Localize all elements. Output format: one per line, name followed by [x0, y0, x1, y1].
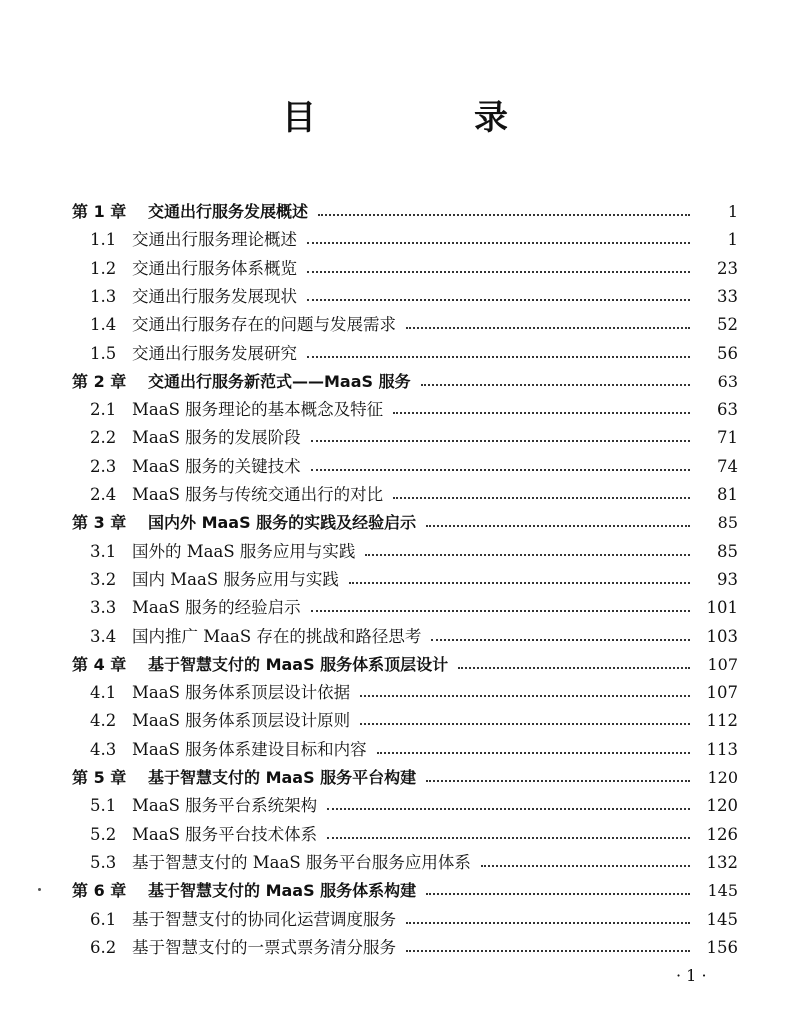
toc-section-row	[0, 849, 738, 877]
toc-section-row	[0, 821, 738, 849]
toc-dot-leader	[426, 893, 690, 895]
toc-entry-page: 85	[717, 513, 738, 533]
toc-entry-title: 基于智慧支付的 MaaS 服务体系顶层设计	[148, 654, 449, 674]
toc-entry-title: 交通出行服务理论概述	[132, 230, 297, 250]
toc-entry-page: 63	[717, 400, 738, 420]
toc-entry-page: 52	[717, 315, 738, 335]
toc-chapter-row	[0, 198, 738, 226]
toc-section-row	[0, 906, 738, 934]
toc-section-row	[0, 340, 738, 368]
toc-entry-title: MaaS 服务平台技术体系	[132, 824, 318, 844]
toc-entry-page: 103	[706, 626, 738, 646]
toc-dot-leader	[311, 610, 690, 612]
toc-entry-page: 81	[717, 485, 738, 504]
toc-entry-number: 3.4	[90, 626, 117, 646]
toc-entry-page: 107	[707, 654, 738, 674]
toc-entry-title: 交通出行服务体系概览	[132, 258, 297, 278]
toc-entry-number: 3.2	[90, 569, 117, 589]
toc-section-row	[0, 792, 738, 820]
toc-entry-title: 国内 MaaS 服务应用与实践	[132, 569, 339, 589]
toc-dot-leader	[327, 808, 690, 810]
toc-entry-page: 101	[706, 598, 738, 618]
toc-section-row	[0, 538, 738, 566]
toc-entry-number: 2.4	[90, 485, 117, 504]
toc-entry-title: 基于智慧支付的 MaaS 服务平台服务应用体系	[132, 852, 471, 872]
toc-dot-leader	[406, 950, 690, 952]
toc-dot-leader	[426, 525, 690, 527]
toc-entry-title: 交通出行服务新范式——MaaS 服务	[148, 371, 411, 391]
toc-entry-number: 1.3	[90, 286, 117, 306]
toc-section-row	[0, 226, 738, 254]
toc-entry-number: 5.3	[90, 852, 117, 872]
page-number: · 1 ·	[676, 966, 707, 985]
toc-section-row	[0, 255, 738, 283]
toc-entry-number: 4.2	[90, 711, 117, 731]
toc-dot-leader	[393, 497, 690, 499]
toc-entry-number: 6.1	[90, 909, 117, 929]
toc-dot-leader	[311, 469, 690, 471]
toc-section-row	[0, 424, 738, 452]
toc-entry-number: 第 4 章	[72, 654, 127, 674]
toc-section-row	[0, 396, 738, 424]
toc-entry-title: MaaS 服务理论的基本概念及特征	[132, 400, 384, 420]
toc-dot-leader	[360, 723, 690, 725]
toc-entry-page: 112	[706, 711, 738, 731]
toc-entry-page: 156	[706, 937, 738, 957]
toc-section-row	[0, 566, 738, 594]
toc-dot-leader	[377, 752, 690, 754]
toc-entry-title: 基于智慧支付的 MaaS 服务体系构建	[148, 881, 417, 901]
toc-chapter-row	[0, 651, 738, 679]
toc-dot-leader	[458, 667, 690, 669]
toc-entry-number: 1.5	[90, 343, 117, 363]
toc-dot-leader	[318, 214, 690, 216]
toc-entry-page: 56	[717, 343, 738, 363]
toc-entry-title: MaaS 服务的经验启示	[132, 598, 301, 618]
toc-entry-number: 3.3	[90, 598, 117, 618]
toc-entry-title: 国外的 MaaS 服务应用与实践	[132, 541, 356, 561]
toc-entry-page: 132	[706, 852, 738, 872]
toc-entry-page: 120	[706, 796, 738, 816]
toc-entry-title: MaaS 服务与传统交通出行的对比	[132, 485, 384, 504]
toc-entry-title: MaaS 服务体系建设目标和内容	[132, 739, 367, 759]
toc-chapter-row	[0, 764, 738, 792]
toc-section-row	[0, 623, 738, 651]
toc-entry-number: 2.3	[90, 456, 117, 476]
toc-entry-page: 71	[717, 428, 738, 448]
toc-entry-page: 85	[717, 541, 738, 561]
toc-entry-number: 2.2	[90, 428, 117, 448]
toc-entry-number: 第 1 章	[72, 202, 127, 221]
toc-section-row	[0, 481, 738, 509]
toc-dot-leader	[307, 242, 690, 244]
toc-entry-title: MaaS 服务体系顶层设计依据	[132, 683, 351, 703]
toc-section-row	[0, 736, 738, 764]
toc-section-row	[0, 934, 738, 962]
toc-entry-number: 4.3	[90, 739, 117, 759]
toc-section-row	[0, 594, 738, 622]
toc-dot-leader	[311, 440, 690, 442]
toc-entry-title: MaaS 服务的关键技术	[132, 456, 301, 476]
toc-entry-title: MaaS 服务平台系统架构	[132, 796, 318, 816]
toc-entry-title: 基于智慧支付的 MaaS 服务平台构建	[148, 768, 417, 787]
toc-entry-title: 国内推广 MaaS 存在的挑战和路径思考	[132, 626, 422, 646]
toc-section-row	[0, 311, 738, 339]
toc-entry-title: MaaS 服务体系顶层设计原则	[132, 711, 351, 731]
toc-dot-leader	[307, 271, 690, 273]
toc-entry-title: 交通出行服务存在的问题与发展需求	[132, 315, 396, 335]
toc-entry-number: 5.2	[90, 824, 117, 844]
toc-dot-leader	[421, 384, 690, 386]
toc-entry-number: 第 2 章	[72, 371, 127, 391]
toc-entry-title: 基于智慧支付的一票式票务清分服务	[132, 937, 396, 957]
toc-chapter-row	[0, 877, 738, 905]
toc-dot-leader	[481, 865, 690, 867]
toc-entry-number: 第 6 章	[72, 881, 127, 901]
toc-entry-title: 交通出行服务发展现状	[132, 286, 297, 306]
toc-entry-title: 交通出行服务发展研究	[132, 343, 297, 363]
toc-entry-page: 23	[717, 258, 738, 278]
toc-entry-title: 国内外 MaaS 服务的实践及经验启示	[148, 513, 417, 533]
toc-entry-number: 1.4	[90, 315, 117, 335]
toc-dot-leader	[327, 837, 690, 839]
toc-entry-number: 4.1	[90, 683, 117, 703]
toc-dot-leader	[406, 327, 690, 329]
toc-chapter-row	[0, 368, 738, 396]
toc-entry-title: MaaS 服务的发展阶段	[132, 428, 301, 448]
toc-dot-leader	[365, 554, 690, 556]
toc-entry-title: 基于智慧支付的协同化运营调度服务	[132, 909, 396, 929]
toc-entry-page: 1	[727, 230, 738, 250]
toc-entry-page: 120	[707, 768, 738, 787]
toc-dot-leader	[406, 922, 690, 924]
toc-entry-title: 交通出行服务发展概述	[148, 202, 309, 221]
toc-section-row	[0, 707, 738, 735]
toc-entry-page: 74	[717, 456, 738, 476]
toc-dot-leader	[431, 639, 690, 641]
toc-entry-page: 145	[707, 881, 738, 901]
toc-entry-page: 33	[717, 286, 738, 306]
toc-entry-page: 107	[706, 683, 738, 703]
toc-entry-page: 145	[706, 909, 738, 929]
toc-chapter-row	[0, 509, 738, 537]
toc-entry-page: 1	[727, 202, 738, 221]
toc-entry-number: 6.2	[90, 937, 117, 957]
toc-entry-number: 第 3 章	[72, 513, 127, 533]
toc-dot-leader	[393, 412, 690, 414]
toc-entry-number: 1.1	[90, 230, 117, 250]
toc-section-row	[0, 283, 738, 311]
toc-dot-leader	[307, 356, 690, 358]
toc-entry-page: 126	[706, 824, 738, 844]
toc-entry-page: 63	[717, 371, 738, 391]
toc-dot-leader	[426, 780, 690, 782]
toc-entry-number: 3.1	[90, 541, 117, 561]
toc-entry-number: 2.1	[90, 400, 117, 420]
toc-entry-number: 1.2	[90, 258, 117, 278]
page-title: 目 录	[282, 98, 570, 138]
toc-entry-page: 93	[717, 569, 738, 589]
toc-dot-leader	[360, 695, 690, 697]
toc-dot-leader	[349, 582, 690, 584]
toc-entry-number: 5.1	[90, 796, 117, 816]
toc-entry-page: 113	[706, 739, 738, 759]
scan-speck	[38, 888, 41, 891]
toc-section-row	[0, 679, 738, 707]
toc-section-row	[0, 453, 738, 481]
toc-dot-leader	[307, 299, 690, 301]
toc-entry-number: 第 5 章	[72, 768, 127, 787]
